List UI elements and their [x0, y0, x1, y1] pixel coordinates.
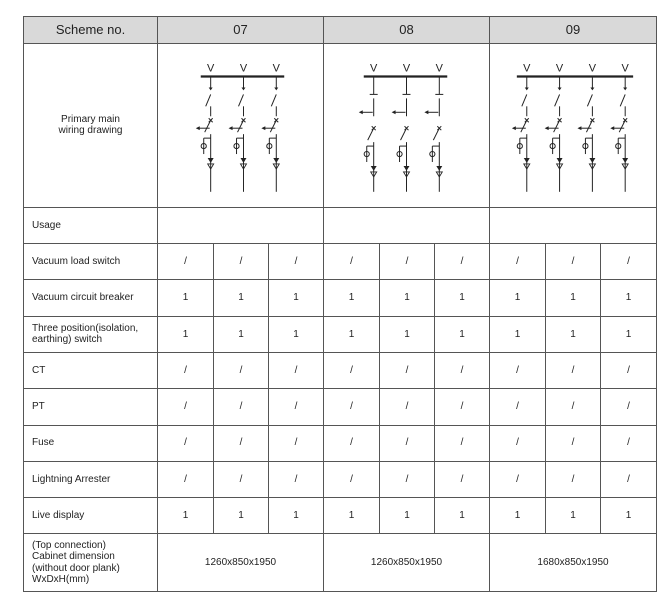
- table-cell: 1: [546, 280, 601, 316]
- earth-tap-arrow: [359, 111, 363, 115]
- table-cell: 1: [490, 316, 546, 352]
- row-label: Vacuum load switch: [24, 243, 158, 279]
- table-cell: /: [380, 425, 435, 461]
- earth-tap-arrow: [196, 126, 200, 130]
- scheme-spec-table: [23, 16, 657, 592]
- table-cell: /: [490, 243, 546, 279]
- table-cell: 1: [214, 498, 269, 534]
- usage-row: [24, 207, 657, 243]
- table-cell: /: [435, 425, 490, 461]
- earth-tap-arrow: [577, 126, 581, 130]
- table-cell: 1: [601, 498, 657, 534]
- wiring-diagram-09-svg: [490, 44, 656, 206]
- table-cell: /: [324, 425, 380, 461]
- earth-tap-arrow: [424, 111, 428, 115]
- usage-cell-09: [490, 207, 657, 243]
- breaker-blade: [433, 128, 439, 140]
- header-row: [24, 17, 657, 44]
- cable-arrow-icon: [622, 158, 628, 163]
- scheme-07-header: 07: [158, 17, 324, 44]
- breaker-blade: [619, 120, 625, 132]
- table-cell: /: [269, 243, 324, 279]
- table-cell: 1: [324, 316, 380, 352]
- table-cell: 1: [324, 498, 380, 534]
- table-cell: 1: [601, 280, 657, 316]
- bus-voltage-label: V: [370, 62, 378, 75]
- feeder-circuit: [545, 63, 564, 192]
- feeder-circuit: [261, 63, 280, 192]
- table-row: [24, 498, 657, 534]
- dimension-value-08: 1260x850x1950: [324, 534, 490, 592]
- table-cell: 1: [546, 498, 601, 534]
- table-cell: 1: [435, 498, 490, 534]
- feeder-circuit: [196, 63, 215, 192]
- scheme-08-header: 08: [324, 17, 490, 44]
- table-row: [24, 280, 657, 316]
- table-cell: 1: [214, 316, 269, 352]
- bus-voltage-label: V: [239, 62, 248, 75]
- bus-voltage-label: V: [555, 62, 564, 75]
- earth-tap-arrow: [261, 126, 265, 130]
- table-cell: 1: [435, 316, 490, 352]
- cable-arrow-icon: [371, 166, 377, 171]
- dimension-label: (Top connection) Cabinet dimension (without door plank) WxDxH(mm): [24, 534, 158, 592]
- table-cell: /: [324, 461, 380, 497]
- feeder-circuit: [392, 63, 411, 192]
- bus-voltage-label: V: [523, 62, 531, 75]
- table-cell: 1: [158, 280, 214, 316]
- table-row: [24, 461, 657, 497]
- table-cell: /: [269, 389, 324, 425]
- wiring-row: [24, 44, 657, 207]
- table-cell: /: [214, 425, 269, 461]
- row-label: Fuse: [24, 425, 158, 461]
- earth-tap-arrow: [392, 111, 396, 115]
- breaker-blade: [368, 128, 374, 140]
- junction-marker: [558, 88, 562, 91]
- bus-voltage-label: V: [272, 62, 280, 75]
- cable-arrow-icon: [589, 158, 595, 163]
- table-cell: /: [214, 352, 269, 388]
- table-cell: 1: [601, 316, 657, 352]
- table-cell: /: [435, 243, 490, 279]
- scheme-no-label: Scheme no.: [24, 17, 158, 44]
- row-label: Three position(isolation, earthing) switch: [24, 316, 158, 352]
- table-cell: 1: [158, 316, 214, 352]
- table-cell: 1: [269, 498, 324, 534]
- junction-marker: [274, 88, 278, 91]
- cable-arrow-icon: [241, 158, 247, 163]
- table-cell: /: [435, 389, 490, 425]
- usage-cell-08: [324, 207, 490, 243]
- feeder-circuit: [512, 63, 531, 192]
- table-cell: /: [490, 389, 546, 425]
- table-cell: /: [324, 243, 380, 279]
- row-label: Lightning Arrester: [24, 461, 158, 497]
- table-cell: /: [324, 352, 380, 388]
- breaker-blade: [401, 128, 407, 140]
- table-cell: /: [601, 352, 657, 388]
- table-cell: 1: [269, 280, 324, 316]
- table-cell: /: [158, 389, 214, 425]
- table-cell: 1: [269, 316, 324, 352]
- wiring-diagram-07: [158, 44, 324, 207]
- table-cell: /: [601, 243, 657, 279]
- table-cell: /: [380, 389, 435, 425]
- table-cell: 1: [490, 280, 546, 316]
- table-cell: /: [490, 425, 546, 461]
- usage-label: Usage: [24, 207, 158, 243]
- wiring-diagram-08: [324, 44, 490, 207]
- breaker-blade: [205, 120, 211, 132]
- earth-tap-arrow: [229, 126, 233, 130]
- table-row: [24, 316, 657, 352]
- table-cell: /: [435, 352, 490, 388]
- dimension-row: [24, 534, 657, 592]
- table-cell: /: [158, 352, 214, 388]
- cable-arrow-icon: [273, 158, 279, 163]
- table-cell: /: [214, 243, 269, 279]
- table-cell: /: [601, 425, 657, 461]
- table-cell: 1: [546, 316, 601, 352]
- junction-marker: [209, 88, 213, 91]
- feeder-circuit: [229, 63, 248, 192]
- earth-tap-arrow: [545, 126, 549, 130]
- table-cell: /: [380, 461, 435, 497]
- junction-marker: [623, 88, 627, 91]
- feeder-circuit: [610, 63, 629, 192]
- table-cell: 1: [214, 280, 269, 316]
- table-cell: 1: [158, 498, 214, 534]
- earth-tap-arrow: [512, 126, 516, 130]
- disconnector-blade: [620, 95, 625, 107]
- disconnector-blade: [271, 95, 276, 107]
- table-cell: 1: [380, 498, 435, 534]
- junction-marker: [525, 88, 529, 91]
- bus-voltage-label: V: [588, 62, 597, 75]
- table-cell: 1: [380, 280, 435, 316]
- table-cell: /: [435, 461, 490, 497]
- table-cell: /: [269, 461, 324, 497]
- bus-voltage-label: V: [435, 62, 443, 75]
- table-cell: /: [490, 352, 546, 388]
- table-cell: /: [380, 243, 435, 279]
- table-cell: 1: [380, 316, 435, 352]
- table-cell: /: [490, 461, 546, 497]
- table-row: [24, 425, 657, 461]
- table-cell: /: [214, 389, 269, 425]
- dimension-value-07: 1260x850x1950: [158, 534, 324, 592]
- cable-arrow-icon: [524, 158, 530, 163]
- cable-arrow-icon: [436, 166, 442, 171]
- disconnector-blade: [555, 95, 560, 107]
- table-cell: /: [158, 243, 214, 279]
- scheme-09-header: 09: [490, 17, 657, 44]
- row-label: PT: [24, 389, 158, 425]
- table-cell: /: [380, 352, 435, 388]
- earth-tap-arrow: [610, 126, 614, 130]
- junction-marker: [590, 88, 594, 91]
- table-cell: /: [546, 425, 601, 461]
- table-cell: 1: [435, 280, 490, 316]
- cable-arrow-icon: [208, 158, 214, 163]
- disconnector-blade: [522, 95, 527, 107]
- junction-marker: [241, 88, 245, 91]
- table-cell: /: [546, 461, 601, 497]
- table-cell: /: [324, 389, 380, 425]
- table-cell: /: [214, 461, 269, 497]
- table-cell: /: [269, 425, 324, 461]
- breaker-blade: [586, 120, 592, 132]
- dimension-value-09: 1680x850x1950: [490, 534, 657, 592]
- disconnector-blade: [206, 95, 211, 107]
- wiring-row-label: Primary main wiring drawing: [24, 44, 158, 207]
- bus-voltage-label: V: [621, 62, 629, 75]
- feeder-circuit: [577, 63, 596, 192]
- cable-arrow-icon: [557, 158, 563, 163]
- table-cell: 1: [490, 498, 546, 534]
- feeder-circuit: [359, 63, 378, 192]
- table-row: [24, 352, 657, 388]
- wiring-diagram-07-svg: [158, 44, 323, 206]
- table-row: [24, 243, 657, 279]
- row-label: Live display: [24, 498, 158, 534]
- breaker-blade: [554, 120, 560, 132]
- table-cell: /: [546, 389, 601, 425]
- usage-cell-07: [158, 207, 324, 243]
- cable-arrow-icon: [404, 166, 410, 171]
- feeder-circuit: [424, 63, 443, 192]
- table-row: [24, 389, 657, 425]
- breaker-blade: [238, 120, 244, 132]
- table-cell: /: [158, 425, 214, 461]
- table-cell: /: [269, 352, 324, 388]
- table-cell: /: [546, 352, 601, 388]
- disconnector-blade: [239, 95, 244, 107]
- table-cell: /: [546, 243, 601, 279]
- bus-voltage-label: V: [402, 62, 411, 75]
- breaker-blade: [521, 120, 527, 132]
- bus-voltage-label: V: [207, 62, 215, 75]
- table-cell: 1: [324, 280, 380, 316]
- disconnector-blade: [587, 95, 592, 107]
- table-cell: /: [601, 389, 657, 425]
- row-label: CT: [24, 352, 158, 388]
- wiring-diagram-08-svg: [324, 44, 489, 206]
- breaker-blade: [270, 120, 276, 132]
- row-label: Vacuum circuit breaker: [24, 280, 158, 316]
- table-cell: /: [601, 461, 657, 497]
- table-cell: /: [158, 461, 214, 497]
- wiring-diagram-09: [490, 44, 657, 207]
